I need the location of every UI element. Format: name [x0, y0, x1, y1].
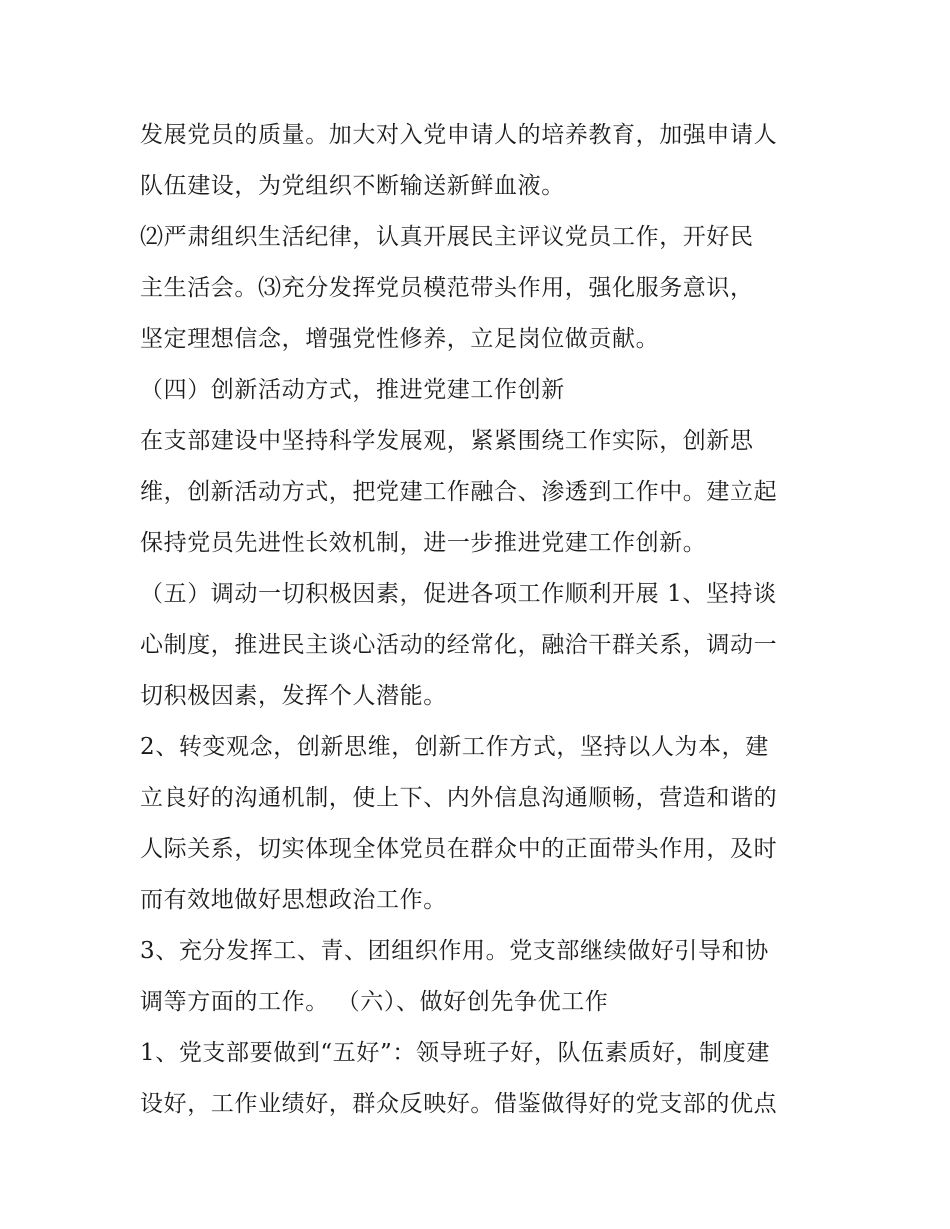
text-line: 设好，工作业绩好，群众反映好。借鉴做得好的党支部的优点 — [140, 1091, 778, 1117]
section-heading-4: （四）创新活动方式，推进党建工作创新 — [140, 377, 565, 403]
text-line: 保持党员先进性长效机制，进一步推进党建工作创新。 — [140, 530, 707, 556]
text-line: 维，创新活动方式，把党建工作融合、渗透到工作中。建立起 — [140, 479, 778, 505]
text-line: 而有效地做好思想政治工作。 — [140, 887, 447, 913]
text-line: 坚定理想信念，增强党性修养，立足岗位做贡献。 — [140, 326, 660, 352]
section-heading-5: （五）调动一切积极因素，促进各项工作顺利开展 1、坚持谈 — [140, 581, 777, 607]
text-line: 立良好的沟通机制，使上下、内外信息沟通顺畅，营造和谐的 — [140, 785, 778, 811]
text-line: 在支部建设中坚持科学发展观，紧紧围绕工作实际，创新思 — [140, 428, 754, 454]
text-line: 调等方面的工作。 （六）、做好创先争优工作 — [140, 989, 609, 1015]
text-line: 2、转变观念，创新思维，创新工作方式，坚持以人为本，建 — [140, 734, 769, 760]
text-line: 3、充分发挥工、青、团组织作用。党支部继续做好引导和协 — [140, 938, 769, 964]
text-line: 发展党员的质量。加大对入党申请人的培养教育，加强申请人 — [140, 122, 778, 148]
text-line: 人际关系，切实体现全体党员在群众中的正面带头作用，及时 — [140, 836, 778, 862]
text-line: 1、党支部要做到“五好”：领导班子好，队伍素质好，制度建 — [140, 1040, 770, 1066]
document-body — [140, 110, 820, 1130]
text-line: 队伍建设，为党组织不断输送新鲜血液。 — [140, 173, 565, 199]
text-line: 主生活会。⑶充分发挥党员模范带头作用，强化服务意识， — [140, 275, 754, 301]
text-line: 切积极因素，发挥个人潜能。 — [140, 683, 447, 709]
text-line: ⑵严肃组织生活纪律，认真开展民主评议党员工作，开好民 — [140, 224, 754, 250]
text-line: 心制度，推进民主谈心活动的经常化，融洽干群关系，调动一 — [140, 632, 778, 658]
